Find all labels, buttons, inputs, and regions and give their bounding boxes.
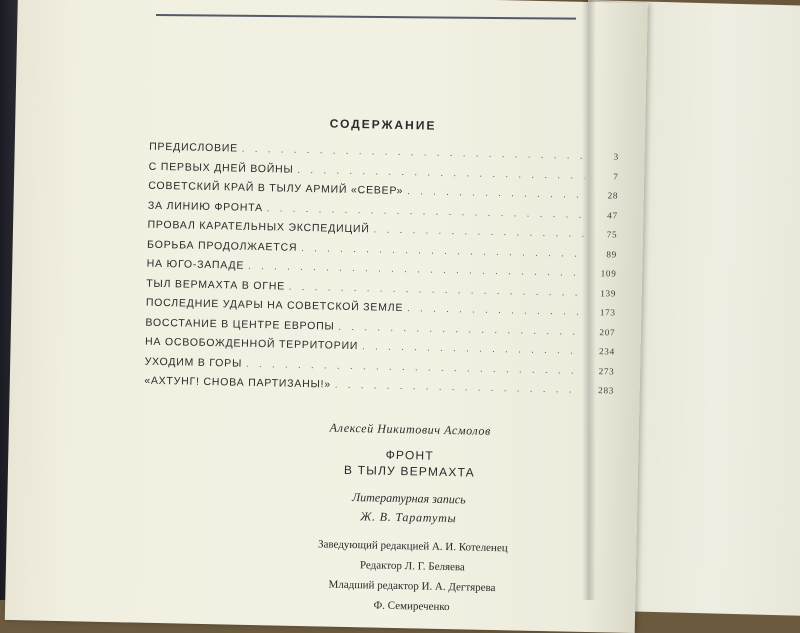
- leader-dots: [407, 303, 582, 317]
- toc-entry-label: НА ЮГО-ЗАПАДЕ: [146, 257, 245, 272]
- toc-entry-page: 75: [606, 229, 618, 240]
- toc-entry-label: УХОДИМ В ГОРЫ: [144, 355, 243, 370]
- literary-note: Литературная запись: [351, 490, 466, 507]
- toc-entry-label: ПРЕДИСЛОВИЕ: [149, 140, 239, 155]
- toc-entry-label: ЗА ЛИНИЮ ФРОНТА: [147, 199, 263, 214]
- book-title-line-1: ФРОНТ: [385, 447, 434, 463]
- toc-entry-page: 283: [598, 385, 615, 396]
- toc-entry-page: 7: [613, 170, 619, 182]
- toc-entry-label: ТЫЛ ВЕРМАХТА В ОГНЕ: [146, 277, 286, 293]
- toc-entry-label: ПОСЛЕДНИЕ УДАРЫ НА СОВЕТСКОЙ ЗЕМЛЕ: [145, 296, 404, 315]
- leader-dots: [374, 224, 584, 238]
- leader-dots: [407, 186, 584, 200]
- staff-line: Младший редактор И. А. Дегтярева: [328, 578, 496, 595]
- toc-entry-label: ПРОВАЛ КАРАТЕЛЬНЫХ ЭКСПЕДИЦИЙ: [147, 218, 370, 236]
- toc-entry-label: БОРЬБА ПРОДОЛЖАЕТСЯ: [146, 238, 298, 254]
- author-name: Алексей Никитович Асмолов: [329, 420, 491, 438]
- toc-entry-page: 89: [606, 248, 618, 260]
- book-credits: [293, 420, 525, 528]
- book-title: [294, 445, 525, 482]
- toc-title: СОДЕРЖАНИЕ: [329, 116, 437, 133]
- toc-entry-page: 173: [599, 307, 616, 318]
- toc-entry-label: «АХТУНГ! СНОВА ПАРТИЗАНЫ!»: [144, 374, 332, 391]
- literary-author: Ж. В. Таратуты: [360, 509, 457, 526]
- leader-dots: [242, 144, 585, 161]
- toc-entry-page: 273: [598, 365, 615, 377]
- leader-dots: [362, 341, 581, 356]
- toc-entry-page: 139: [600, 287, 617, 299]
- toc-entry-page: 47: [607, 209, 618, 221]
- toc-entry-label: НА ОСВОБОЖДЕННОЙ ТЕРРИТОРИИ: [144, 335, 359, 353]
- toc-entry-page: 234: [598, 346, 616, 357]
- toc-entry-page: 28: [607, 190, 619, 201]
- book-title-line-2: В ТЫЛУ ВЕРМАХТА: [343, 462, 476, 480]
- staff-line: Заведующий редакцией А. И. Котеленец: [317, 538, 508, 555]
- toc-entry-label: С ПЕРВЫХ ДНЕЙ ВОЙНЫ: [148, 160, 294, 176]
- editorial-staff: [261, 533, 563, 619]
- toc-entry-label: ВОССТАНИЕ В ЦЕНТРЕ ЕВРОПЫ: [145, 316, 335, 333]
- toc-entry-page: 3: [613, 151, 620, 162]
- table-of-contents: [144, 141, 619, 404]
- staff-line: Редактор Л. Г. Беляева: [359, 559, 466, 574]
- toc-entry-page: 109: [600, 268, 617, 279]
- toc-entry-page: 207: [599, 326, 616, 338]
- toc-entry-label: СОВЕТСКИЙ КРАЙ В ТЫЛУ АРМИЙ «СЕВЕР»: [148, 179, 404, 198]
- staff-line: Ф. Семиреченко: [373, 599, 450, 614]
